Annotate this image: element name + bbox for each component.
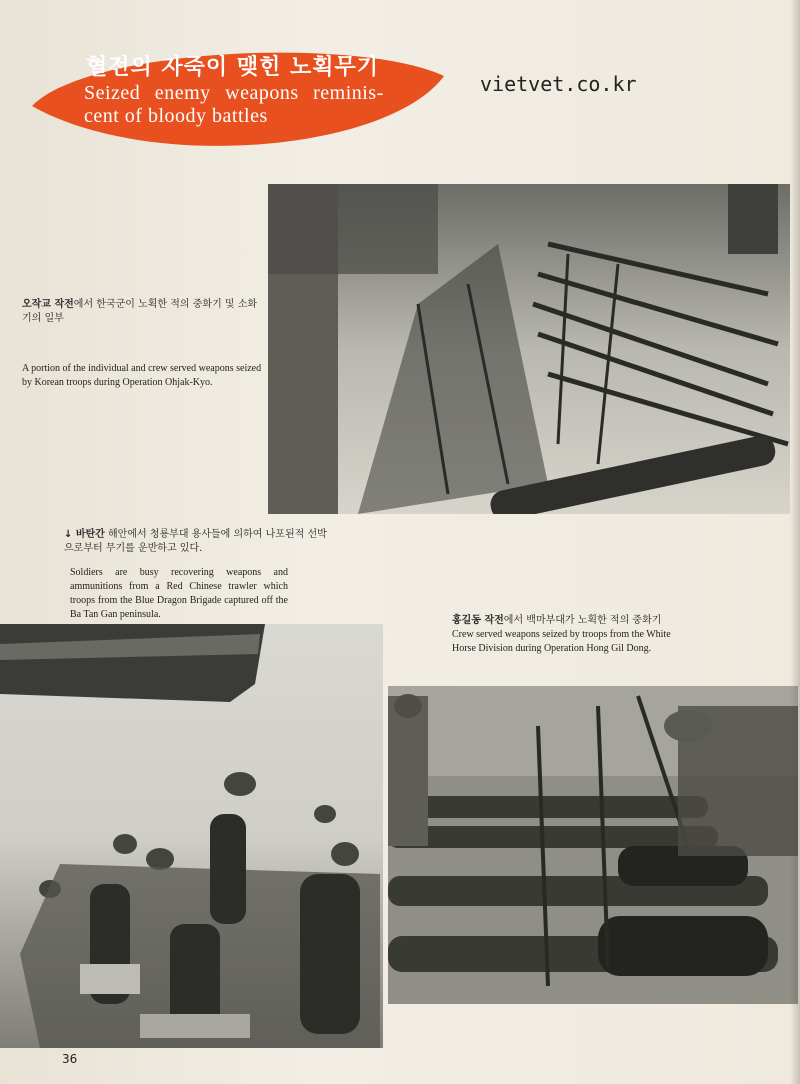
photo-seized-weapons (268, 184, 790, 514)
caption1-korean-bold: 오작교 작전 (22, 299, 74, 310)
caption1-korean (22, 298, 262, 326)
title-english-line2: cent of bloody battles (84, 105, 268, 127)
title-english-line1: Seized enemy weapons reminis- (84, 82, 384, 104)
page-number: 36 (62, 1052, 78, 1066)
caption2-korean-bold: ↓ 바탄간 (64, 529, 105, 540)
caption2-english: Soldiers are busy recovering weapons and ammunitions from a Red Chinese trawler which troops from the Blue Dragon Brigade captured off the Ba Tan Gan peninsula. (70, 567, 288, 620)
caption3-english: Crew served weapons seized by troops from the White Horse Division during Operation Hong Gil Dong. (452, 629, 671, 654)
photo-crew-weapons (388, 686, 798, 1004)
caption2-korean (64, 528, 334, 556)
title-banner (28, 42, 448, 164)
caption3-korean-bold: 홍길동 작전 (452, 615, 504, 626)
caption3-korean (452, 614, 692, 628)
site-url-watermark: vietvet.co.kr (480, 72, 637, 96)
title-korean: 혈전의 자죽이 맺힌 노획무기 (86, 55, 380, 80)
caption3-korean-text: 에서 백마부대가 노획한 적의 중화기 (503, 615, 662, 626)
page-edge-shadow (790, 0, 800, 1084)
caption1-korean-text: 에서 한국군이 노획한 적의 중화기 및 소화기의 일부 (22, 299, 258, 324)
photo-soldiers-trawler (0, 624, 383, 1048)
caption2-korean-text: 해안에서 청룡부대 용사들에 의하여 나포된적 선박으로부터 무기를 운반하고 있다. (64, 529, 327, 554)
caption1-english: A portion of the individual and crew served weapons seized by Korean troops during Operation Ohjak-Kyo. (22, 363, 262, 388)
